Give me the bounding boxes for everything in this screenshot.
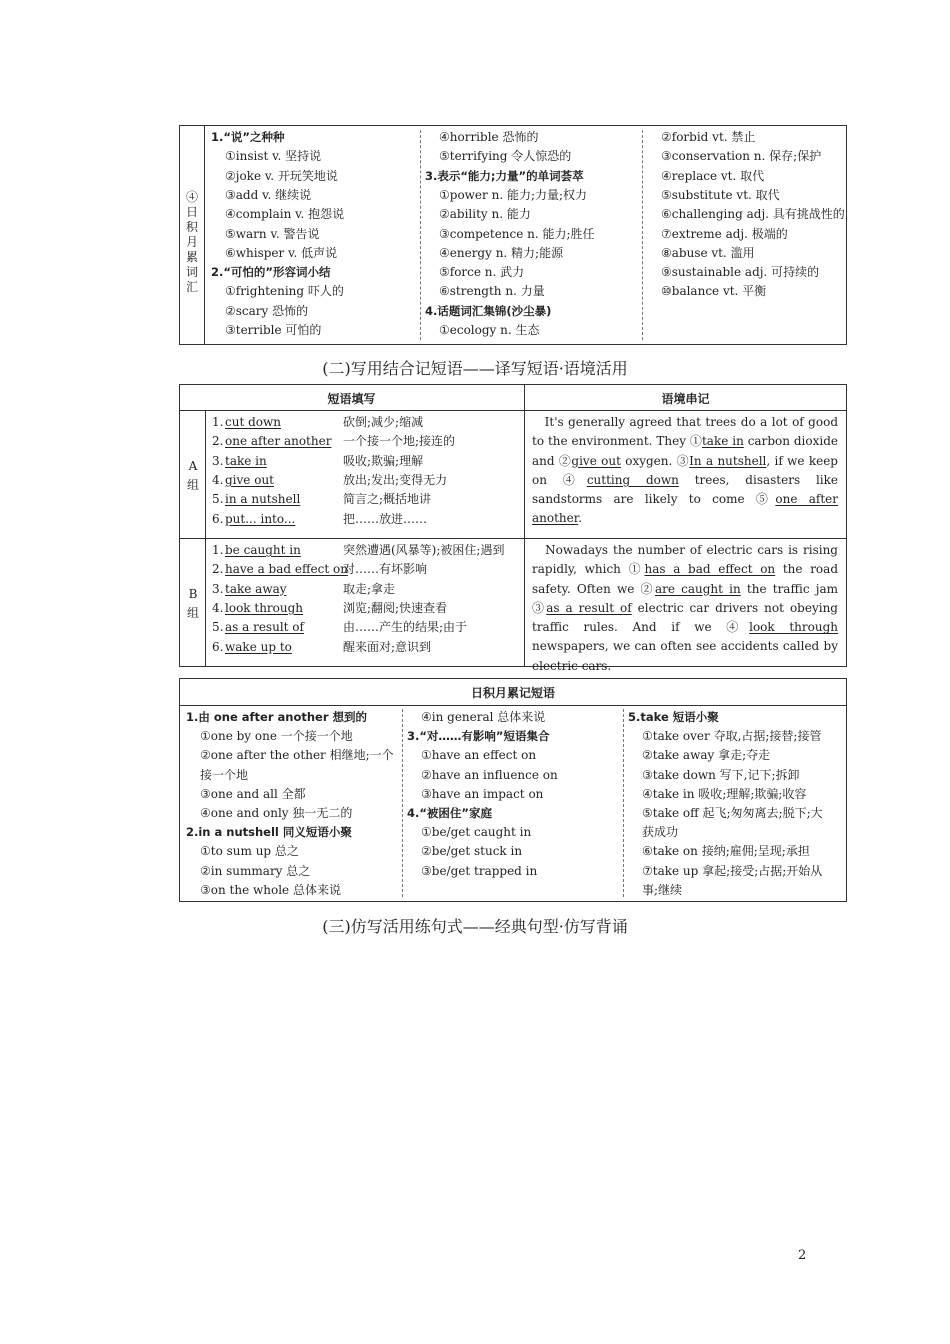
review-col-divider-1 — [402, 709, 403, 897]
phrase-chinese: 一个接一个地;接连的 — [343, 434, 456, 449]
list-heading: 4.话题词汇集锦(沙尘暴) — [425, 303, 552, 318]
phrase-english: one after another — [225, 434, 332, 449]
phrase-number: 5. — [212, 492, 224, 507]
header-context: 语境串记 — [661, 392, 710, 406]
phrase-table-group-line — [205, 410, 206, 667]
list-item: ④in general 总体来说 — [421, 710, 546, 724]
context-text: electric car drivers not obeying traffic rules. And if we ④ — [532, 600, 838, 635]
list-item: ②take away 拿走;夺走 — [642, 748, 771, 763]
list-heading: 2.“可怕的”形容词小结 — [211, 265, 331, 280]
list-item: ②joke v. 开玩笑地说 — [225, 168, 338, 183]
phrase-chinese: 砍倒;减少;缩减 — [343, 415, 424, 429]
list-item: ⑥whisper v. 低声说 — [225, 245, 338, 260]
phrase-english: have a bad effect on — [225, 562, 348, 577]
list-item: ⑤terrifying 令人惊恐的 — [439, 149, 572, 164]
list-item: ③on the whole 总体来说 — [200, 882, 341, 897]
list-item: ①insist v. 坚持说 — [225, 149, 322, 164]
list-item: ⑤warn v. 警告说 — [225, 226, 320, 241]
group-a-context — [532, 413, 838, 529]
list-item: ①frightening 吓人的 — [225, 284, 344, 299]
review-col-divider-2 — [623, 709, 624, 897]
list-item: ①have an effect on — [421, 748, 537, 763]
list-item: ②be/get stuck in — [421, 844, 523, 859]
list-item: ⑥strength n. 力量 — [439, 284, 545, 299]
phrase-chinese: 吸收;欺骗;理解 — [343, 453, 424, 468]
list-item: ③take down 写下,记下;拆卸 — [642, 767, 800, 782]
list-item: ③competence n. 能力;胜任 — [439, 226, 595, 241]
phrase-chinese: 取走;拿走 — [343, 581, 396, 596]
list-item: ②in summary 总之 — [200, 863, 311, 878]
phrase-number: 4. — [212, 600, 224, 615]
list-item: 事;继续 — [642, 882, 683, 897]
list-item: ①ecology n. 生态 — [439, 323, 540, 337]
list-heading: 5.take 短语小聚 — [628, 710, 719, 724]
phrase-chinese: 放出;发出;变得无力 — [343, 472, 448, 487]
list-item: ④complain v. 抱怨说 — [225, 207, 345, 222]
phrase-number: 6. — [212, 511, 224, 526]
phrase-table-row-line — [179, 538, 847, 539]
phrase-number: 5. — [212, 620, 224, 635]
list-heading: 1.“说”之种种 — [211, 130, 285, 144]
phrase-number: 6. — [212, 639, 224, 654]
list-item: ⑩balance vt. 平衡 — [661, 284, 767, 299]
context-blank-answer: cutting down — [586, 472, 679, 487]
vocab-side-divider — [204, 125, 205, 345]
context-blank-answer: look through — [749, 620, 838, 635]
list-item: ④take in 吸收;理解;欺骗;收容 — [642, 786, 807, 801]
phrase-english: take away — [225, 581, 287, 596]
phrase-english: give out — [225, 472, 274, 487]
section-2-title: (二)写用结合记短语——译写短语·语境活用 — [322, 359, 628, 378]
context-text: newspapers, we can often see accidents called by electric cars. — [532, 639, 838, 673]
list-item: ①be/get caught in — [421, 825, 532, 840]
phrase-english: look through — [225, 600, 304, 615]
phrase-chinese: 突然遭遇(风暴等);被困住;遇到 — [343, 543, 505, 557]
section-3-title: (三)仿写活用练句式——经典句型·仿写背诵 — [322, 917, 628, 936]
list-heading: 3.“对……有影响”短语集合 — [407, 729, 550, 744]
phrase-english: in a nutshell — [225, 492, 301, 507]
list-item: ②forbid vt. 禁止 — [661, 130, 756, 144]
list-item: ⑤substitute vt. 取代 — [661, 187, 780, 202]
phrase-english: take in — [225, 453, 267, 468]
phrase-table-mid-line — [524, 384, 525, 667]
list-item: ③conservation n. 保存;保护 — [661, 149, 822, 164]
list-heading: 4.“被困住”家庭 — [407, 806, 492, 820]
phrase-chinese: 浏览;翻阅;快速查看 — [343, 600, 448, 615]
context-text: trees, disasters like sandstorms are likely to come ⑤ — [532, 472, 838, 507]
list-item: ③terrible 可怕的 — [225, 323, 322, 337]
phrase-chinese: 简言之;概括地讲 — [343, 492, 432, 507]
list-item: ①take over 夺取,占据;接替;接管 — [642, 729, 822, 744]
phrase-table-header-line — [179, 410, 847, 411]
phrase-chinese: 对……有坏影响 — [343, 562, 428, 577]
context-text: oxygen. ③ — [620, 453, 690, 468]
list-item: ⑦extreme adj. 极端的 — [661, 226, 788, 241]
context-text: the road safety. Often we ② — [532, 562, 838, 596]
list-item: ③add v. 继续说 — [225, 187, 312, 202]
context-blank-answer: take in — [701, 434, 744, 449]
list-item: ⑤force n. 武力 — [439, 265, 525, 280]
list-item: ④one and only 独一无二的 — [200, 806, 353, 820]
context-text: , if we keep on ④ — [532, 453, 838, 487]
context-blank-answer: has a bad effect on — [644, 562, 776, 577]
list-heading: 1.由 one after another 想到的 — [186, 710, 368, 724]
list-item: ⑧abuse vt. 滥用 — [661, 245, 755, 260]
group-a-label: A组 — [186, 459, 199, 492]
list-item: ⑨sustainable adj. 可持续的 — [661, 265, 820, 280]
phrase-english: as a result of — [225, 620, 304, 635]
list-item: ⑦take up 拿起;接受;占据;开始从 — [642, 863, 823, 878]
list-item: ④energy n. 精力;能源 — [439, 245, 564, 260]
list-item: ②scary 恐怖的 — [225, 303, 309, 318]
page-number: 2 — [798, 1248, 807, 1263]
list-item: ⑥take on 接纳;雇佣;呈现;承担 — [642, 844, 810, 859]
group-b-context — [532, 541, 838, 676]
context-text: Nowadays the number of electric cars is rising rapidly, which ① — [532, 543, 838, 577]
context-blank-answer: as a result of — [546, 600, 632, 615]
list-item: ③one and all 全都 — [200, 786, 306, 801]
phrase-number: 2. — [212, 434, 224, 449]
list-item: ②ability n. 能力 — [439, 207, 531, 222]
list-item: ①to sum up 总之 — [200, 844, 299, 859]
list-item: ①power n. 能力;力量;权力 — [439, 187, 588, 202]
vocab-col-divider-1 — [420, 130, 421, 340]
list-item: ⑥challenging adj. 具有挑战性的 — [661, 207, 845, 222]
list-item: ④horrible 恐怖的 — [439, 130, 539, 144]
list-item: ③have an impact on — [421, 786, 544, 801]
header-phrase-fill: 短语填写 — [327, 392, 376, 406]
phrase-chinese: 把……放进…… — [343, 511, 428, 526]
list-item: ①one by one 一个接一个地 — [200, 729, 353, 744]
phrase-english: wake up to — [225, 639, 292, 654]
list-item: 获成功 — [642, 825, 679, 840]
phrase-english: cut down — [225, 415, 281, 429]
phrase-number: 3. — [212, 581, 224, 596]
phrase-number: 4. — [212, 472, 224, 487]
vocab-col-divider-2 — [642, 130, 643, 340]
list-item: 接一个地 — [200, 767, 249, 782]
phrase-number: 1. — [212, 543, 224, 557]
list-heading: 3.表示“能力;力量”的单词荟萃 — [425, 168, 584, 183]
list-item: ②one after the other 相继地;一个 — [200, 748, 394, 763]
phrase-review-header: 日积月累记短语 — [470, 686, 555, 700]
phrase-chinese: 由……产生的结果;由于 — [343, 620, 468, 635]
group-b-label: B组 — [186, 587, 199, 620]
context-text: . — [578, 511, 583, 526]
phrase-number: 2. — [212, 562, 224, 577]
context-blank-answer: give out — [571, 453, 621, 468]
list-item: ③be/get trapped in — [421, 863, 538, 878]
context-text: It's generally agreed that trees do a lot of good to the environment. They ① — [532, 415, 838, 449]
context-text: the traffic jam ③ — [532, 581, 838, 615]
phrase-chinese: 醒来面对;意识到 — [343, 639, 432, 654]
context-text: carbon dioxide and ② — [532, 434, 838, 468]
list-item: ②have an influence on — [421, 767, 558, 782]
list-item: ⑤take off 起飞;匆匆离去;脱下;大 — [642, 806, 823, 820]
vocab-side-label: ④日积月累词汇 — [185, 190, 198, 294]
phrase-review-header-line — [179, 705, 847, 706]
list-item: ④replace vt. 取代 — [661, 168, 765, 183]
context-blank-answer: In a nutshell — [689, 453, 767, 468]
phrase-english: put... into... — [225, 511, 296, 526]
phrase-english: be caught in — [225, 543, 301, 557]
context-blank-answer: are caught in — [654, 581, 741, 596]
list-heading: 2.in a nutshell 同义短语小聚 — [186, 825, 352, 840]
phrase-number: 1. — [212, 415, 224, 429]
phrase-number: 3. — [212, 453, 224, 468]
context-blank-answer: one after another — [532, 492, 839, 526]
